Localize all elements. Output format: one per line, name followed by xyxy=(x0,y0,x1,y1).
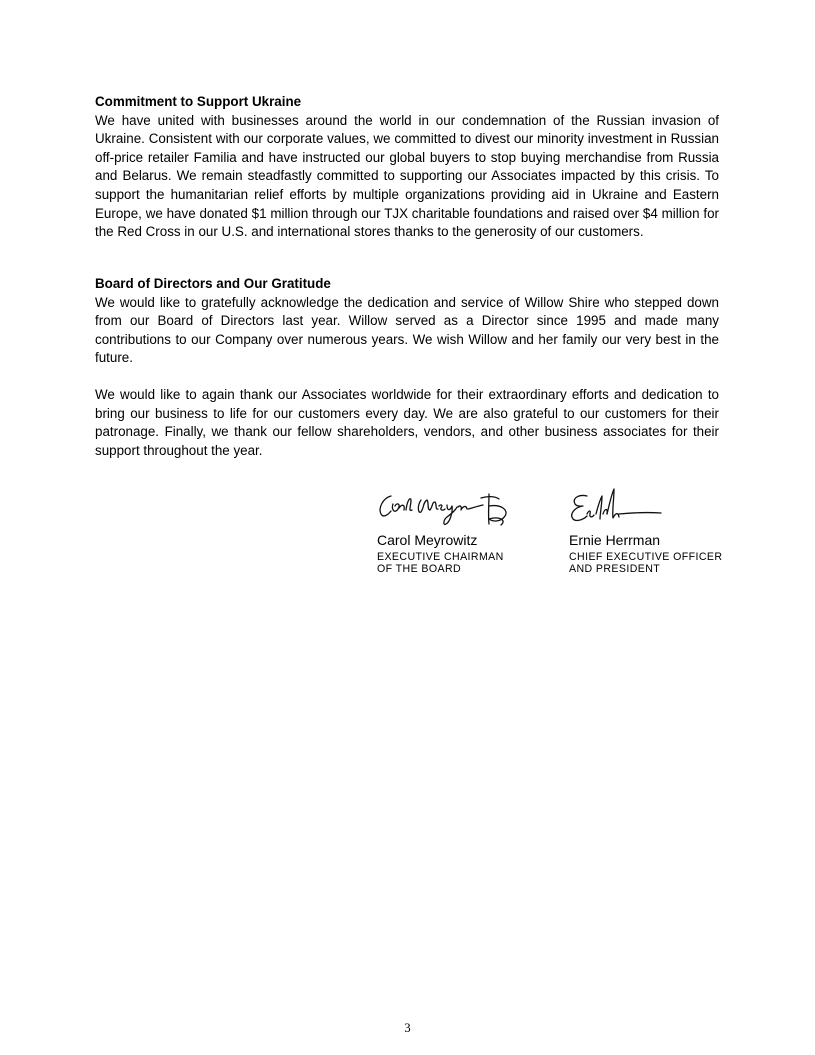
section-thanks xyxy=(95,386,719,460)
signer-name: Carol Meyrowitz xyxy=(377,532,478,548)
signature-block-carol xyxy=(377,484,537,576)
signer-title-line: CHIEF EXECUTIVE OFFICER xyxy=(569,551,723,563)
section-ukraine xyxy=(95,93,719,242)
signature-image-carol xyxy=(377,484,522,532)
signer-title xyxy=(377,551,537,576)
section-heading-board: Board of Directors and Our Gratitude xyxy=(95,276,331,291)
signer-title-line: AND PRESIDENT xyxy=(569,563,661,576)
signer-name: Ernie Herrman xyxy=(569,532,661,548)
section-board xyxy=(95,275,719,368)
signature-image-ernie xyxy=(569,484,669,532)
page-number: 3 xyxy=(404,1021,411,1035)
section-body-ukraine: We have united with businesses around the world in our condemnation of the Russian invasion of Ukraine. Consistent with our corporate values, we committed to divest our minority investment in Russian off-price retailer Familia and have instructed our global buyers to stop buying merchandise from Russia and Belarus. We remain steadfastly committed to supporting our Associates impacted by this crisis. To support the humanitarian relief efforts by multiple organizations providing aid in Ukraine and Eastern Europe, we have donated $1 million through our TJX charitable foundations and raised over $4 million for the Red Cross in our U.S. and international stores thanks to the generosity of our customers. xyxy=(95,112,719,240)
signature-block-ernie xyxy=(569,484,729,576)
signer-title xyxy=(569,551,729,576)
section-body-board: We would like to gratefully acknowledge the dedication and service of Willow Shire who stepped down from our Board of Directors last year. Willow served as a Director since 1995 and made many contributions to our Company over numerous years. We wish Willow and her family our very best in the future. xyxy=(95,294,719,366)
signer-title-line: OF THE BOARD xyxy=(377,563,462,576)
signer-title-line: EXECUTIVE CHAIRMAN xyxy=(377,551,504,563)
section-heading-ukraine: Commitment to Support Ukraine xyxy=(95,94,302,109)
section-body-thanks: We would like to again thank our Associates worldwide for their extraordinary efforts and dedication to bring our business to life for our customers every day. We are also grateful to our customers for their patronage. Finally, we thank our fellow shareholders, vendors, and other business associates for their support throughout the year. xyxy=(95,387,719,458)
